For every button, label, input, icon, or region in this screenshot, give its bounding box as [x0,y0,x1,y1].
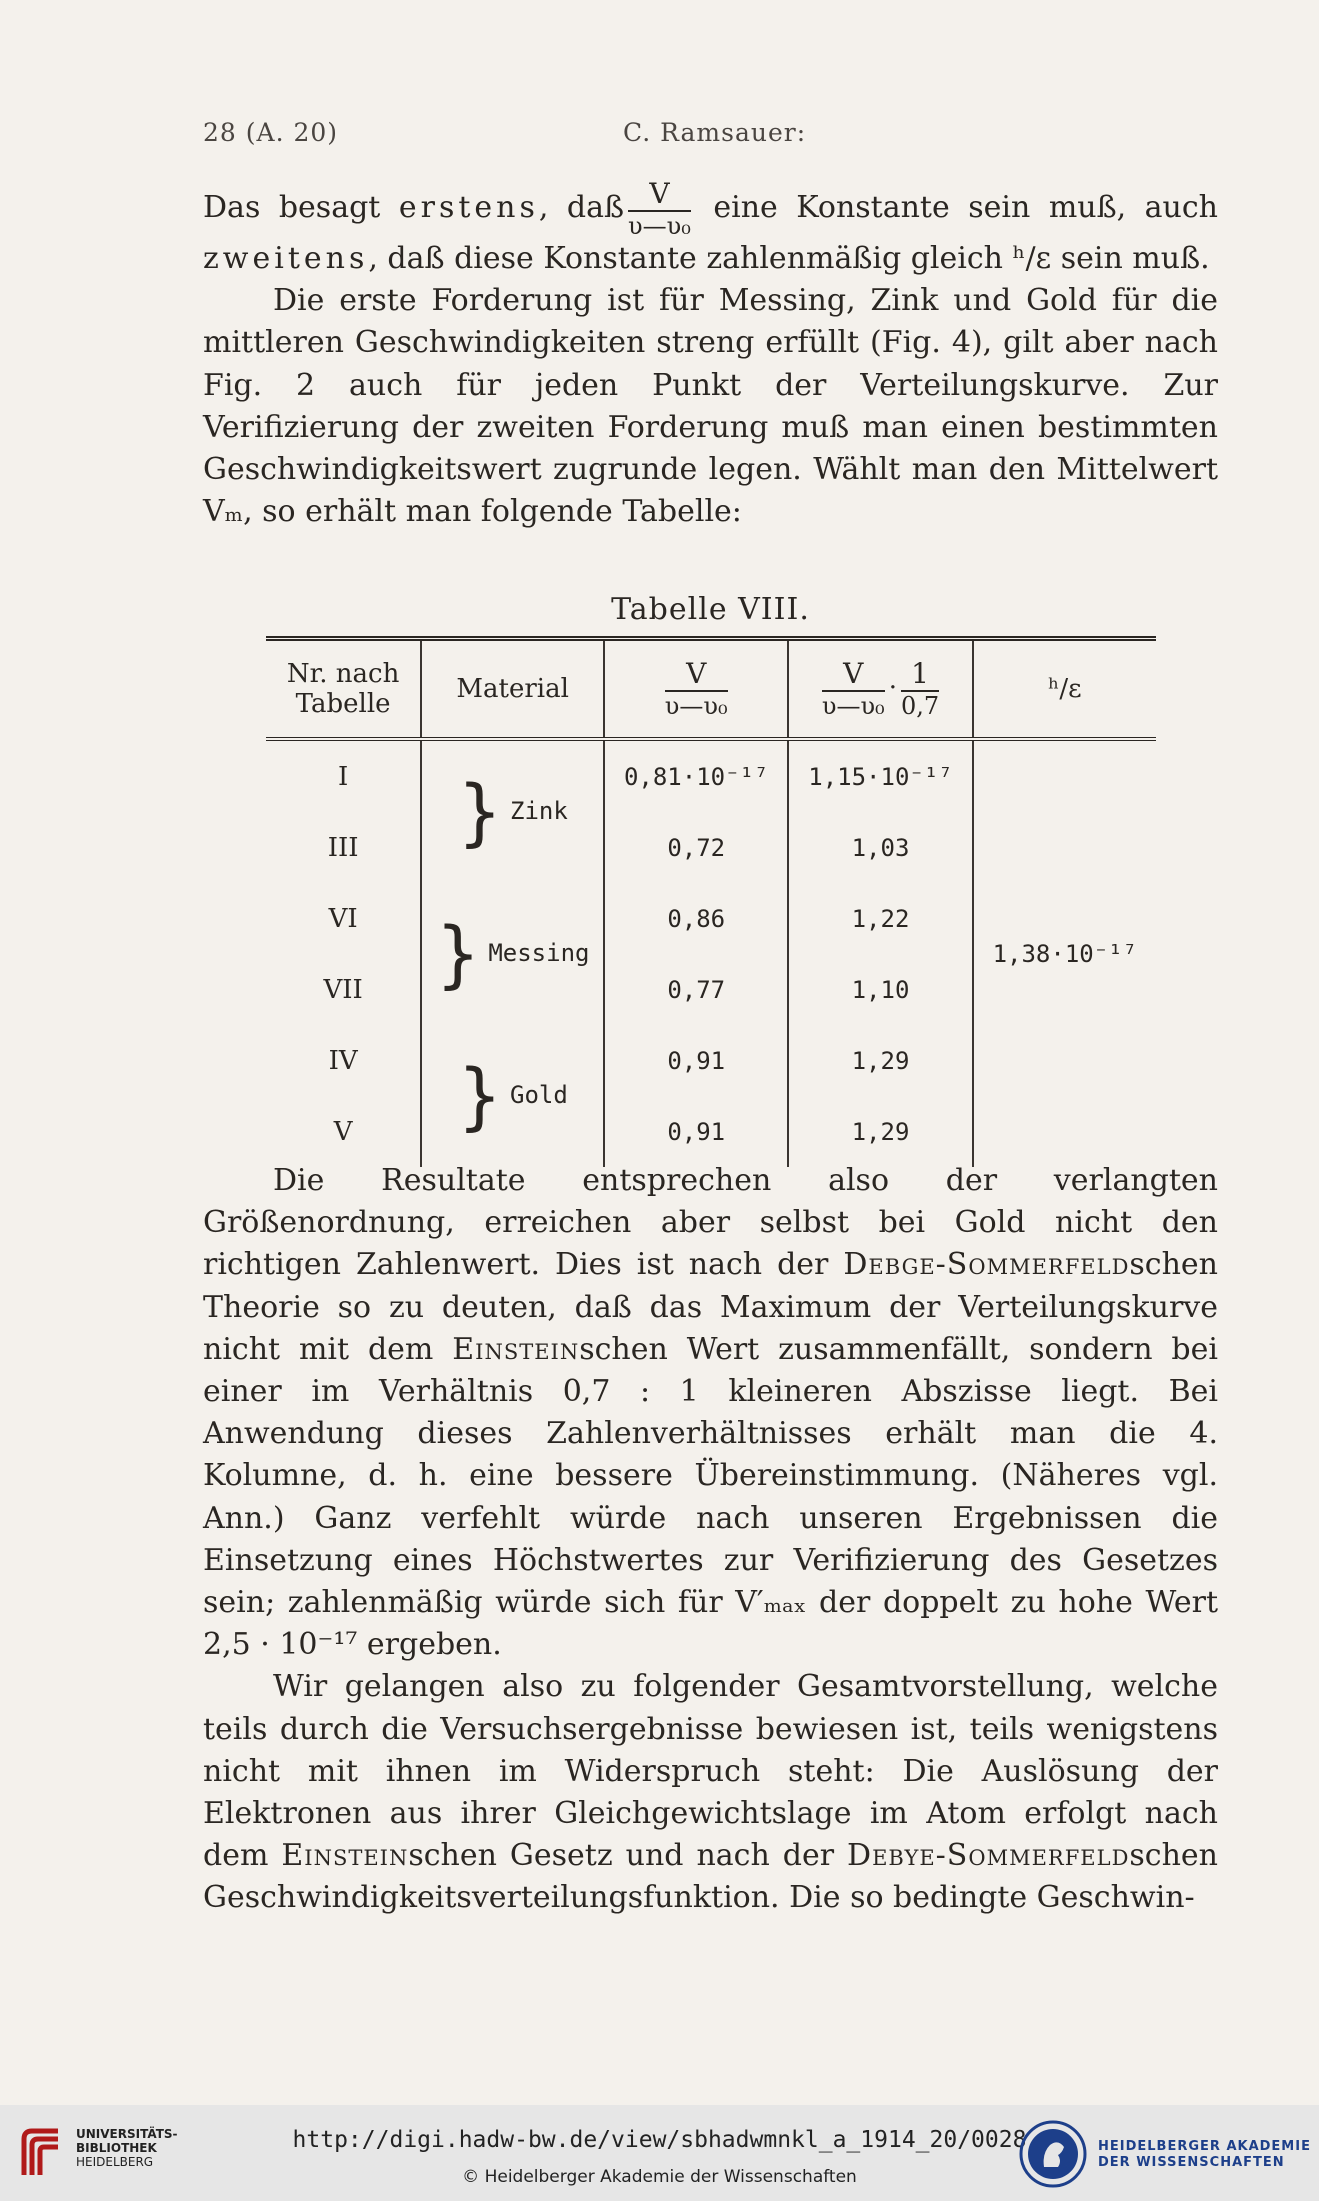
header-col4: $\frac{V}{\text{υ—υ₀}}$ · $\frac{1}{0,7}$ [788,639,972,740]
emph-erstens: erstens [398,190,539,225]
name-einstein: Einstein [452,1331,580,1367]
table-row: VII 0,77 1,10 [266,954,1156,1025]
author-header: C. Ramsauer: [623,118,807,147]
header-nr: Nr. nach Tabelle [266,639,421,740]
table-row: VI } Messing 0,86 1,22 [266,883,1156,954]
name-einstein-2: Einstein [281,1838,409,1874]
material-zink: } Zink [421,739,604,883]
material-gold: } Gold [421,1025,604,1167]
header-material: Material [421,639,604,740]
header-h-eps: ʰ/ε [973,639,1156,740]
paragraph-3: Die Resultate entsprechen also der verlangten Größenordnung, erreichen aber selbst bei Gold nicht den richtigen Zahlenwert. Dies ist nach der Debge-Sommerfeldschen Theorie so zu deuten, daß das Maximum der Verteilungskurve nicht mit dem Einsteinschen Wert zusammenfällt, sondern bei einer im Verhältnis 0,7 : 1 kleineren Abszisse liegt. Bei Anwendung dieses Zahlenverhältnisses erhält man die 4. Kolumne, d. h. eine bessere Übereinstimmung. (Näheres vgl. Ann.) Ganz verfehlt würde nach unseren Ergebnissen die Einsetzung eines Höchstwertes zur Verifizierung des Gesetzes sein; zahlenmäßig würde sich für V′ₘₐₓ der doppelt zu hohe Wert 2,5 · 10⁻¹⁷ ergeben. [203,1163,1218,1663]
fraction-v-over-delta: $\frac{V}{\text{υ—υ₀}}$ [628,177,691,240]
table-caption: Tabelle VIII. [611,592,810,627]
body-text-lower [203,1160,1218,1920]
name-debge-sommerfeld: Debge-Sommerfeld [843,1247,1130,1283]
table-row: I } Zink 0,81·10⁻¹⁷ 1,15·10⁻¹⁷ 1,38·10⁻¹⁷ [266,739,1156,812]
table-row: III 0,72 1,03 [266,812,1156,883]
table-row: IV } Gold 0,91 1,29 [266,1025,1156,1096]
name-debye-sommerfeld: Debye-Sommerfeld [847,1838,1130,1874]
hadw-seal-icon [1018,2119,1088,2189]
copyright: © Heidelberger Akademie der Wissenschaften [462,2167,857,2187]
h-over-epsilon: ʰ/ε [1012,241,1052,276]
emph-zweitens: zweitens [203,241,369,276]
material-messing: } Messing [421,883,604,1025]
table-header-row [266,639,1156,740]
hadw-name: HEIDELBERGER AKADEMIE DER WISSENSCHAFTEN [1098,2139,1311,2170]
paragraph-2: Die erste Forderung ist für Messing, Zink und Gold für die mittleren Geschwindigkeiten streng erfüllt (Fig. 4), gilt aber nach Fig. 2 auch für jeden Punkt der Verteilungskurve. Zur Verifizierung der zweiten Forderung muß man einen bestimmten Geschwindigkeitswert zugrunde legen. Wählt man den Mittelwert Vₘ, so erhält man folgende Tabelle: [203,283,1218,530]
paragraph-4: Wir gelangen also zu folgender Gesamtvorstellung, welche teils durch die Versuchsergebnisse bewiesen ist, teils wenigstens nicht mit ihnen im Widerspruch steht: Die Auslösung der Elektronen aus ihrer Gleichgewichtslage im Atom erfolgt nach dem Einsteinschen Gesetz und nach der Debye-Sommerfeldschen Geschwindigkeitsverteilungsfunktion. Die so bedingte Geschwin- [203,1669,1218,1916]
footer-bar [0,2105,1319,2201]
paragraph-1: Das besagt erstens, daß $\frac{V}{\text{υ—υ₀}}$ eine Konstante sein muß, auch zweitens, daß diese Konstante zahlenmäßig gleich ʰ/ε sein muß. Die erste Forderung ist für Messing, Zink und Gold für die mittleren Geschwindigkeiten streng erfüllt (Fig. 4), gilt aber nach Fig. 2 auch für jeden Punkt der Verteilungskurve. Zur Verifizierung der zweiten Forderung muß man einen bestimmten Geschwindigkeitswert zugrunde legen. Wählt man den Mittelwert Vₘ, so erhält man folgende Tabelle: [203,180,1218,533]
ub-heidelberg-name: UNIVERSITÄTS- BIBLIOTHEK HEIDELBERG [76,2127,178,2169]
header-col3: $\frac{V}{\text{υ—υ₀}}$ [604,639,788,740]
page-number: 28 (A. 20) [203,118,339,147]
h-eps-value: 1,38·10⁻¹⁷ [973,739,1156,1167]
permalink-url[interactable]: http://digi.hadw-bw.de/view/sbhadwmnkl_a_1914_20/0028 [292,2127,1027,2153]
table-row: V 0,91 1,29 [266,1096,1156,1167]
table-viii [266,636,1156,1167]
